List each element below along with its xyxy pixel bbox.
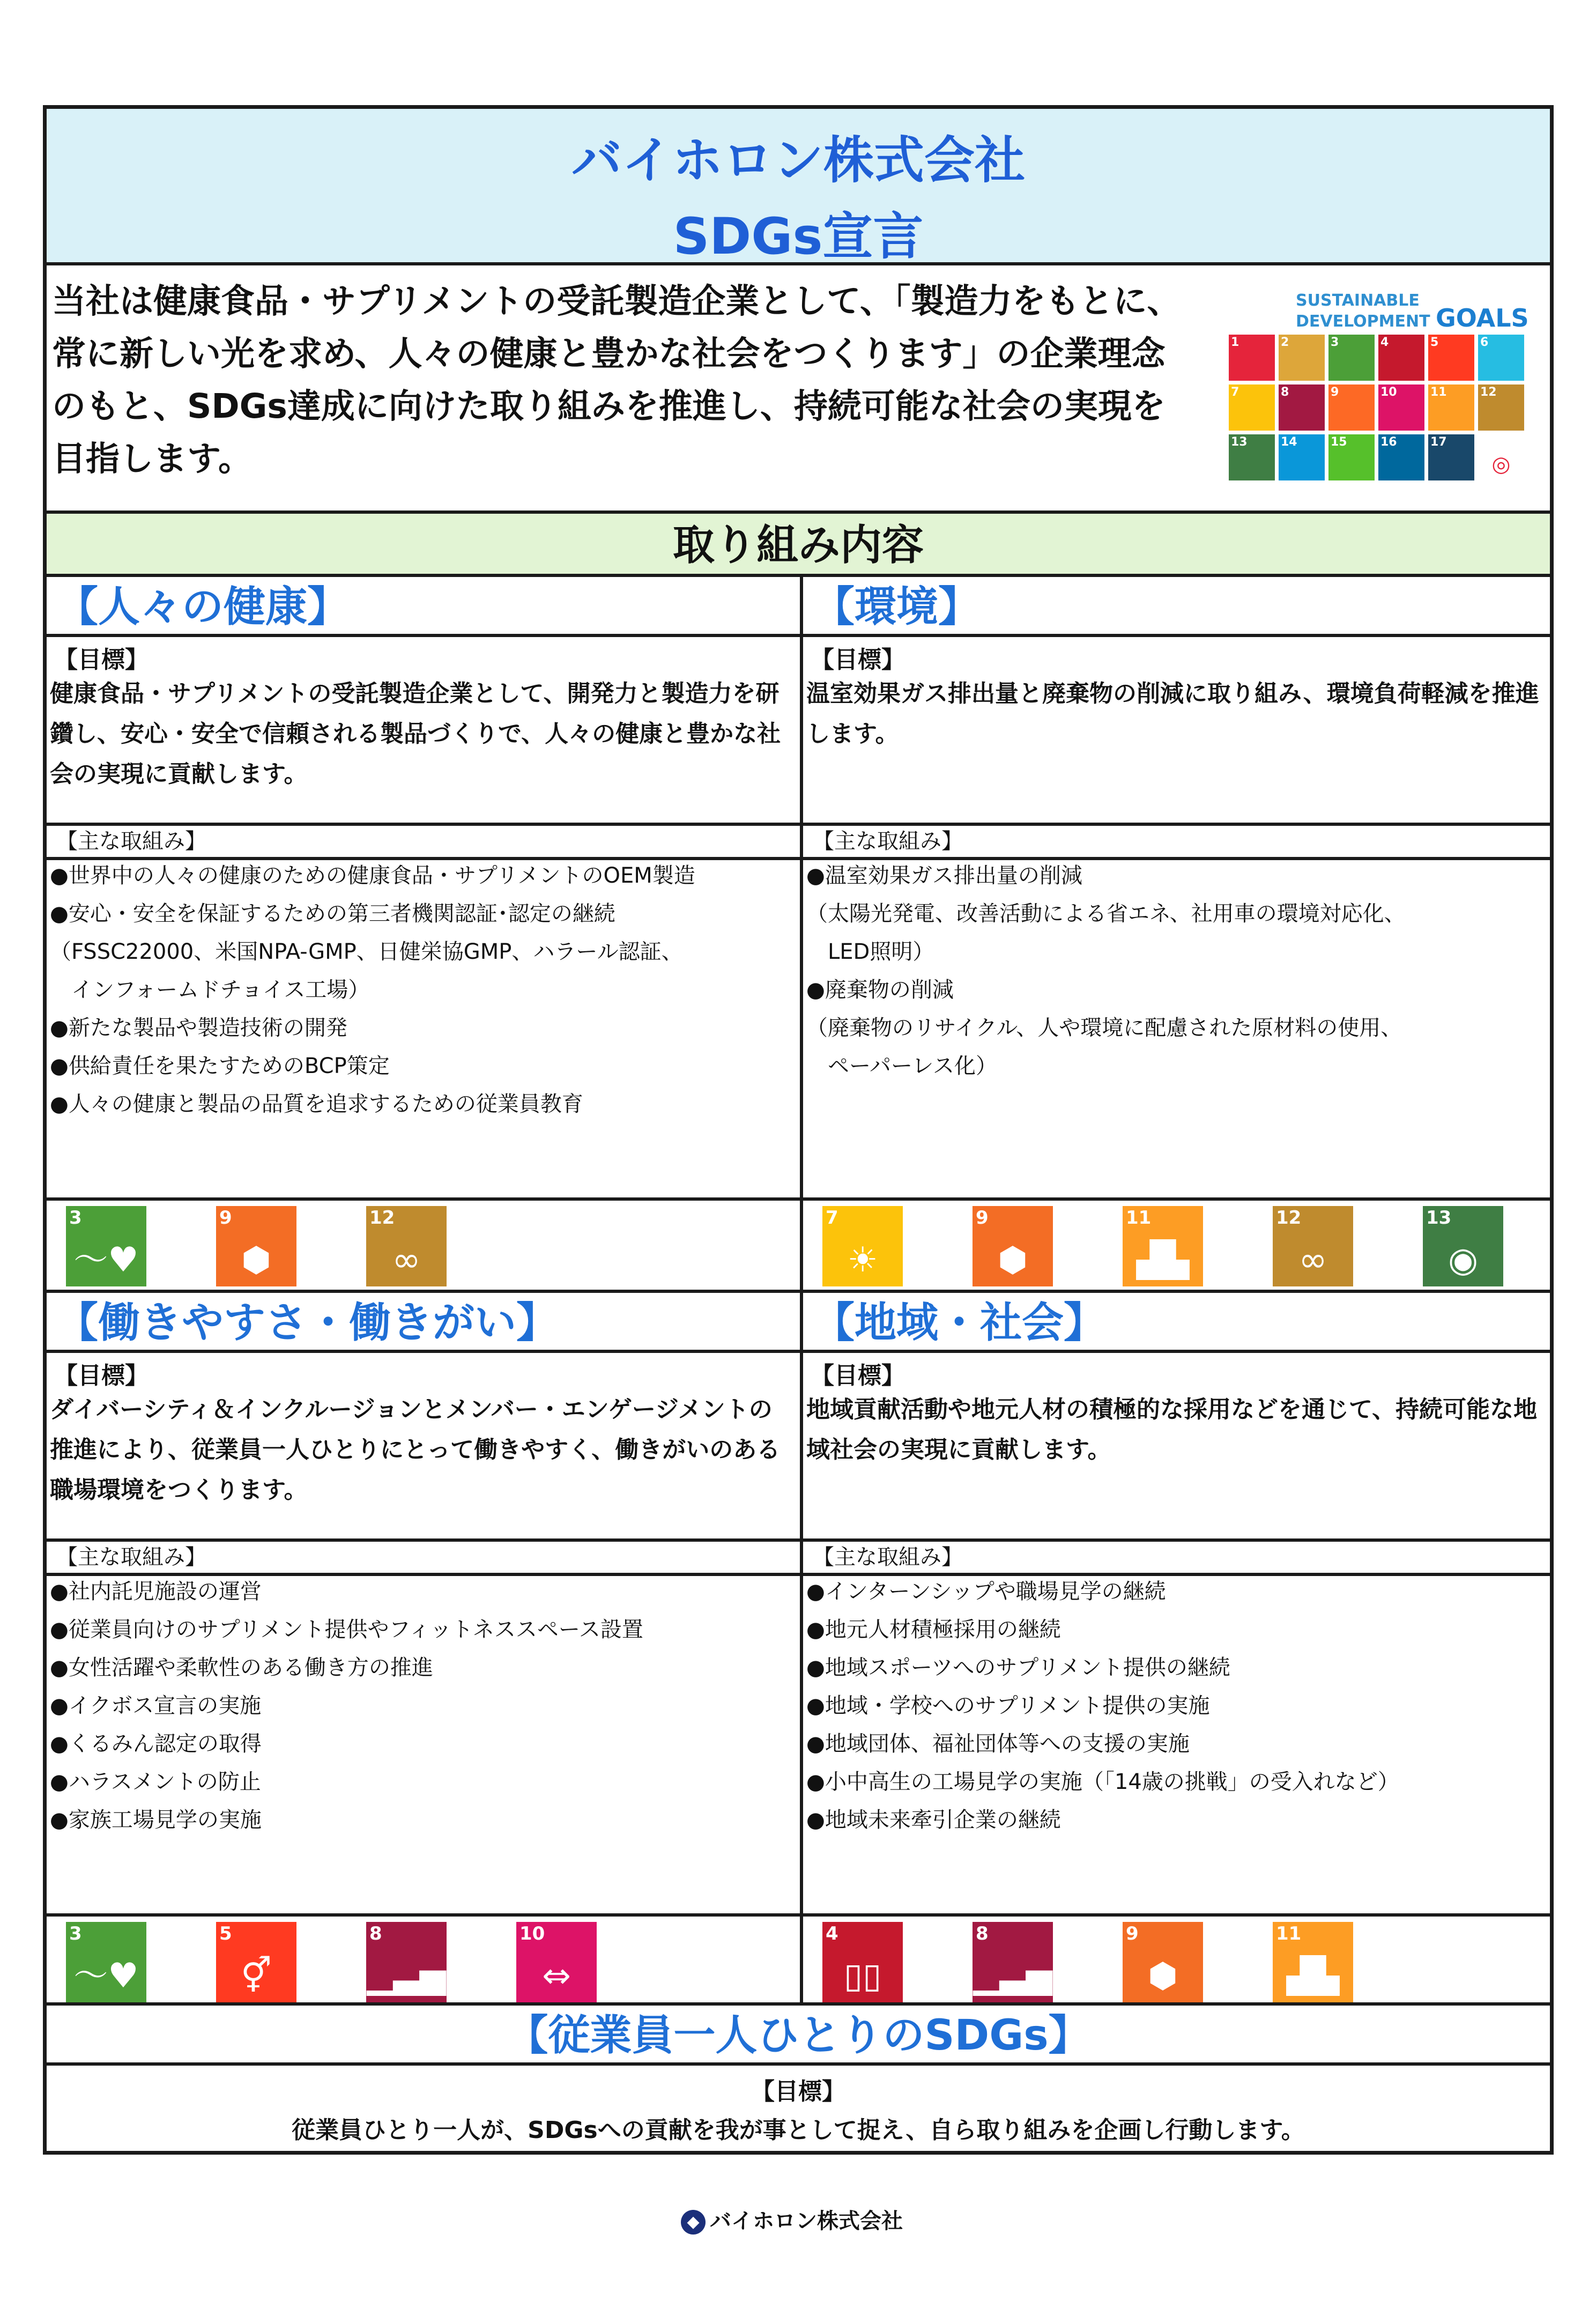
sdg-goal-number: 13 xyxy=(1426,1207,1452,1229)
footer xyxy=(681,2204,903,2235)
growth-chart-icon xyxy=(366,1922,447,2002)
sdg-goal-tile: 14 xyxy=(1279,434,1325,480)
sdg-icon-row xyxy=(47,1913,800,2006)
sdg-goal-number: 9 xyxy=(1126,1923,1139,1944)
sdg-goal-glyph: ⬢ xyxy=(1148,1956,1178,1996)
growth-chart-icon xyxy=(973,1922,1053,2002)
activities-label: 【主な取組み】 xyxy=(47,1538,800,1576)
heartbeat-icon xyxy=(66,1206,146,1286)
sdg-goal-number: 3 xyxy=(69,1207,82,1229)
activities-label: 【主な取組み】 xyxy=(47,823,800,860)
sdg-icon-row xyxy=(803,1197,1552,1290)
sdgs-goals-logo xyxy=(1229,292,1545,483)
company-name-title: バイホロン株式会社 xyxy=(571,131,1025,190)
sdg-goal-glyph: ∞ xyxy=(392,1240,421,1280)
activities-list xyxy=(806,857,1548,1085)
goal-label: 【目標】 xyxy=(751,2078,845,2105)
goal-label: 【目標】 xyxy=(54,646,149,674)
activity-item: ●安心・安全を保証するための第三者機関認証･認定の継続 xyxy=(50,901,615,926)
sdg-goal-tile: 8 xyxy=(1279,384,1325,431)
sdg-goal-glyph: ▟▙ xyxy=(1286,1956,1340,1996)
sdg-goal-glyph: ▁▃▅ xyxy=(367,1956,446,1996)
sdg-goal-glyph: ▁▃▅ xyxy=(973,1956,1052,1996)
panel-title: 【地域・社会】 xyxy=(803,1293,1552,1353)
sdgs-logo-line2: DEVELOPMENT xyxy=(1296,312,1430,331)
activity-item: ●従業員向けのサプリメント提供やフィットネススペース設置 xyxy=(50,1617,643,1642)
sdg-goal-number: 8 xyxy=(369,1923,382,1944)
activity-item: ●地元人材積極採用の継続 xyxy=(806,1617,1061,1642)
activity-item: ●くるみん認定の取得 xyxy=(50,1732,262,1756)
sdgs-logo-goals: GOALS xyxy=(1436,304,1529,332)
goal-label: 【目標】 xyxy=(811,646,905,674)
sdg-goal-tile: 7 xyxy=(1229,384,1275,431)
sdg-goal-glyph: ◉ xyxy=(1448,1240,1478,1280)
goal-text: 温室効果ガス排出量と廃棄物の削減に取り組み、環境負荷軽減を推進します。 xyxy=(806,680,1539,748)
sdg-goal-tile: 2 xyxy=(1279,335,1325,381)
buildings-icon xyxy=(1273,1922,1353,2002)
cubes-icon xyxy=(973,1206,1053,1286)
sdg-goal-number: 5 xyxy=(219,1923,232,1944)
sdg-goal-tile: 5 xyxy=(1428,335,1474,381)
sun-icon xyxy=(822,1206,903,1286)
activity-item: ●廃棄物の削減 xyxy=(806,978,954,1002)
sdg-goal-tile: 1 xyxy=(1229,335,1275,381)
sdg-goal-glyph: ⬢ xyxy=(998,1240,1028,1280)
sdg-goal-tile: 13 xyxy=(1229,434,1275,480)
sdgs-declaration-document xyxy=(43,105,1554,2155)
activity-item: ●供給責任を果たすためのBCP策定 xyxy=(50,1054,390,1078)
section-band xyxy=(47,514,1550,577)
infinity-icon xyxy=(366,1206,447,1286)
activity-item: インフォームドチョイス工場） xyxy=(50,978,370,1002)
buildings-icon xyxy=(1123,1206,1203,1286)
activity-item: （廃棄物のリサイクル、人や環境に配慮された原材料の使用、 xyxy=(806,1016,1402,1040)
activity-item: ●家族工場見学の実施 xyxy=(50,1808,262,1832)
goal-text: ダイバーシティ＆インクルージョンとメンバー・エンゲージメントの推進により、従業員一人ひとりにとって働きやすく、働きがいのある職場環境をつくります。 xyxy=(50,1396,781,1504)
sdg-goal-number: 4 xyxy=(826,1923,838,1944)
sdg-icon-row xyxy=(47,1197,800,1290)
activity-item: ●小中高生の工場見学の実施（「14歳の挑戦」の受入れなど） xyxy=(806,1770,1399,1794)
sdg-icon-row xyxy=(803,1913,1552,2006)
activity-item: ●インターンシップや職場見学の継続 xyxy=(806,1579,1166,1604)
sdg-goal-tile: 4 xyxy=(1378,335,1424,381)
gender-icon xyxy=(216,1922,296,2002)
panel-health xyxy=(47,577,803,1290)
heartbeat-icon xyxy=(66,1922,146,2002)
activity-item: ●地域未来牽引企業の継続 xyxy=(806,1808,1061,1832)
employee-section-title: 【従業員一人ひとりのSDGs】 xyxy=(47,2006,1550,2066)
goal-text: 従業員ひとり一人が、SDGsへの貢献を我が事として捉え、自ら取り組みを企画し行動します。 xyxy=(292,2117,1305,2144)
sdg-goal-glyph: ☀ xyxy=(847,1240,878,1280)
cubes-icon xyxy=(1123,1922,1203,2002)
sdgs-logo-line1: SUSTAINABLE xyxy=(1296,291,1420,310)
sdg-goal-number: 10 xyxy=(519,1923,545,1944)
goal-text: 地域貢献活動や地元人材の積極的な採用などを通じて、持続可能な地域社会の実現に貢献します。 xyxy=(806,1396,1538,1463)
book-icon xyxy=(822,1922,903,2002)
panel-title: 【働きやすさ・働きがい】 xyxy=(47,1293,800,1353)
activity-item: ●新たな製品や製造技術の開発 xyxy=(50,1016,347,1040)
sdg-goal-tile: 17 xyxy=(1428,434,1474,480)
activity-item: ●世界中の人々の健康のための健康食品・サプリメントのOEM製造 xyxy=(50,863,695,888)
sdg-goal-tile: 9 xyxy=(1328,384,1375,431)
infinity-icon xyxy=(1273,1206,1353,1286)
sdg-goal-tile: 6 xyxy=(1478,335,1524,381)
sdg-goal-tile: 10 xyxy=(1378,384,1424,431)
sdg-goal-number: 8 xyxy=(976,1923,989,1944)
activity-item: （FSSC22000、米国NPA-GMP、日健栄協GMP、ハラール認証、 xyxy=(50,940,683,964)
activity-item: ●社内託児施設の運営 xyxy=(50,1579,262,1604)
activity-item: ●地域団体、福祉団体等への支援の実施 xyxy=(806,1732,1190,1756)
sdgs-logo-title xyxy=(1296,292,1545,330)
activity-item: ●地域スポーツへのサプリメント提供の継続 xyxy=(806,1655,1230,1680)
activity-item: ペーパーレス化） xyxy=(806,1054,997,1078)
activity-item: ●ハラスメントの防止 xyxy=(50,1770,261,1794)
intro-section xyxy=(47,265,1550,514)
activity-item: ●温室効果ガス排出量の削減 xyxy=(806,863,1082,888)
equality-icon xyxy=(516,1922,597,2002)
title-band xyxy=(47,109,1550,265)
sdg-goal-tile: 11 xyxy=(1428,384,1474,431)
eye-globe-icon xyxy=(1423,1206,1503,1286)
goal-text: 健康食品・サプリメントの受託製造企業として、開発力と製造力を研鑽し、安心・安全で信頼される製品づくりで、人々の健康と豊かな社会の実現に貢献します。 xyxy=(50,680,781,788)
sdg-goal-number: 9 xyxy=(219,1207,232,1229)
activity-item: LED照明） xyxy=(806,940,934,964)
goal-label: 【目標】 xyxy=(811,1362,905,1389)
sdg-goal-tile: 16 xyxy=(1378,434,1424,480)
sdg-wheel-icon: ◎ xyxy=(1478,434,1524,480)
activity-item: ●女性活躍や柔軟性のある働き方の推進 xyxy=(50,1655,433,1680)
company-logo-icon: ◆ xyxy=(681,2210,706,2235)
sdg-goal-glyph: ▟▙ xyxy=(1136,1240,1190,1280)
panel-environment xyxy=(803,577,1552,1290)
sdg-goal-glyph: ⬢ xyxy=(241,1240,271,1280)
sdg-goal-glyph: ～♥ xyxy=(73,1240,139,1280)
sdg-goal-glyph: ▯▯ xyxy=(843,1956,882,1996)
sdg-goal-glyph: ⇔ xyxy=(542,1956,571,1996)
activity-item: ●人々の健康と製品の品質を追求するための従業員教育 xyxy=(50,1092,583,1116)
sdg-goal-glyph: ⚥ xyxy=(241,1956,272,1996)
sdg-goal-tile: 12 xyxy=(1478,384,1524,431)
sdg-goal-number: 12 xyxy=(1276,1207,1302,1229)
sdg-goal-number: 9 xyxy=(976,1207,989,1229)
activity-item: ●地域・学校へのサプリメント提供の実施 xyxy=(806,1693,1210,1718)
panel-work xyxy=(47,1290,803,2002)
sdg-goal-tile: 3 xyxy=(1328,335,1375,381)
goal-label: 【目標】 xyxy=(54,1362,149,1389)
activities-label: 【主な取組み】 xyxy=(803,823,1552,860)
panel-region xyxy=(803,1290,1552,2002)
activities-list xyxy=(50,857,796,1123)
declaration-title: SDGs宣言 xyxy=(673,208,924,266)
panel-title: 【環境】 xyxy=(803,577,1552,637)
sdg-goal-glyph: ～♥ xyxy=(73,1956,139,1996)
activity-item: ●イクボス宣言の実施 xyxy=(50,1693,262,1718)
sdg-goal-number: 7 xyxy=(826,1207,838,1229)
sdg-goal-number: 12 xyxy=(369,1207,395,1229)
sdg-goal-number: 3 xyxy=(69,1923,82,1944)
cubes-icon xyxy=(216,1206,296,1286)
sdg-goal-number: 11 xyxy=(1276,1923,1302,1944)
activities-list xyxy=(806,1573,1548,1839)
panel-title: 【人々の健康】 xyxy=(47,577,800,637)
sdg-goal-tile: 15 xyxy=(1328,434,1375,480)
sdg-goal-number: 11 xyxy=(1126,1207,1152,1229)
sdgs-icon-grid xyxy=(1229,335,1545,480)
activities-list xyxy=(50,1573,796,1839)
sdg-goal-glyph: ∞ xyxy=(1298,1240,1327,1280)
activities-label: 【主な取組み】 xyxy=(803,1538,1552,1576)
activity-item: （太陽光発電、改善活動による省エネ、社用車の環境対応化、 xyxy=(806,901,1406,926)
footer-company-name: バイホロン株式会社 xyxy=(710,2209,903,2233)
section-title: 取り組み内容 xyxy=(672,521,924,569)
employee-section xyxy=(47,2002,1550,2151)
intro-statement: 当社は健康食品・サプリメントの受託製造企業として、「製造力をもとに、常に新しい光を求め、人々の健康と豊かな社会をつくります」の企業理念のもと、SDGs達成に向けた取り組みを推進し、持続可能な社会の実現を目指します。 xyxy=(52,282,1181,478)
